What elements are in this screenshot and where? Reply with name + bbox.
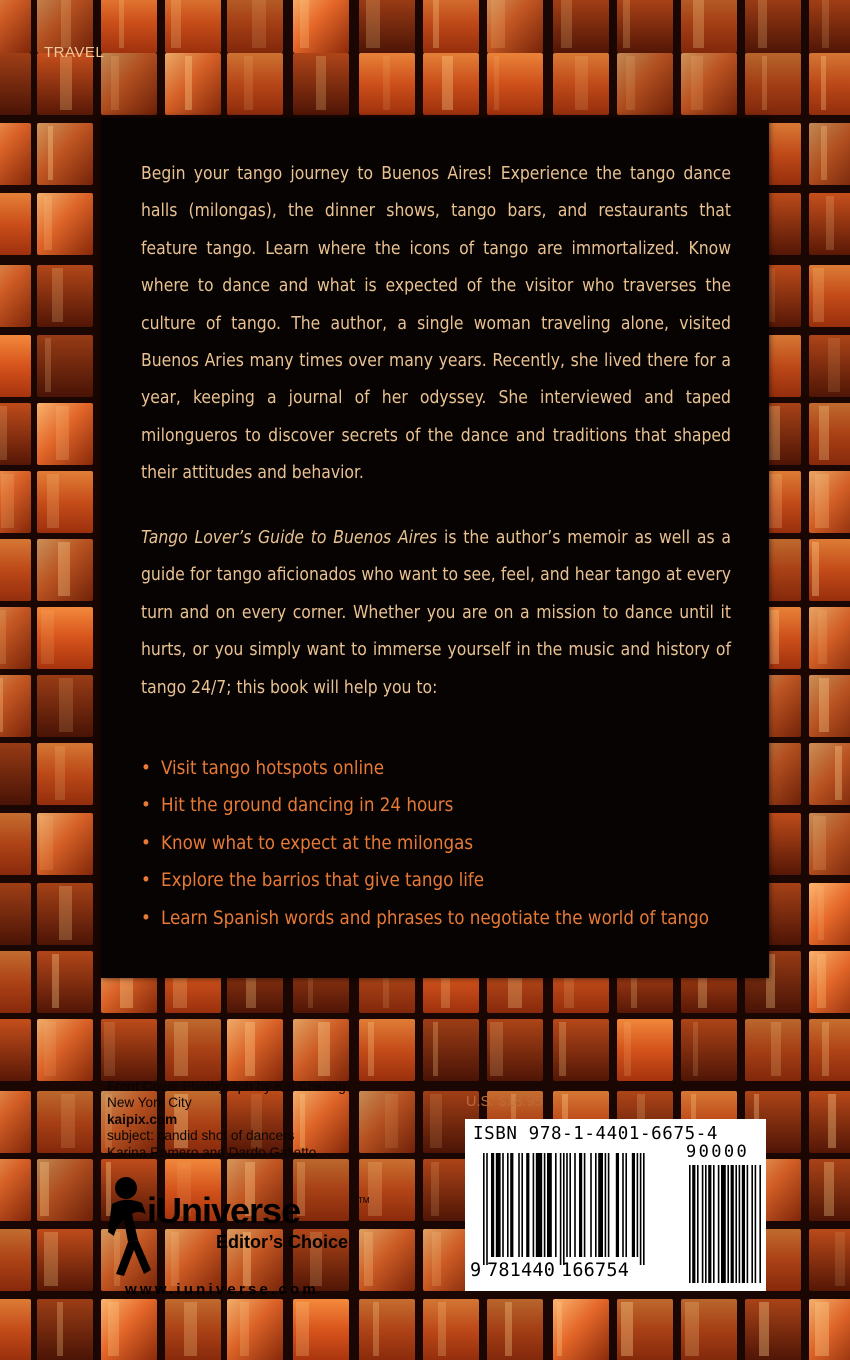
bullet-icon: • [141,832,151,854]
description-paragraph-1: Begin your tango journey to Buenos Aires! Experience the tango dance halls (milongas), the dinner shows, tango bars, and restaurants that feature tango. Learn where the icons of tango are immortalized. Know where to dance and what is expected of the visitor who traverses the culture of tango. The author, a single woman traveling alone, visited Buenos Aries many times over many years. Recently, she lived there for a year, keeping a journal of her odyssey. She interviewed and taped milongueros to discover secrets of the dance and traditions that shaped their attitudes and behavior. [141,164,731,484]
description-panel [101,118,769,978]
photo-credits [107,1079,346,1161]
description-paragraph-2-rest: is the author’s memoir as well as a guide for tango aficionados who want to see, feel, and hear tango at every turn and on every corner. Whether you are on a mission to dance until it hurts, or you simply want to immerse yourself in the music and history of tango 24/7; this book will help you to: [141,528,731,698]
description-paragraph-2 [141,520,731,707]
list-item: • Know what to expect at the milongas [141,825,709,862]
list-item: • Visit tango hotspots online [141,750,709,787]
bullet-icon: • [141,795,151,817]
credit-line: Karina Romero and Dardo Galletto [107,1144,317,1160]
bullet-icon: • [141,870,151,892]
bullet-icon: • [141,907,151,929]
isbn-number: ISBN 978-1-4401-6675-4 [473,1124,718,1144]
credit-line: Front Cover Photograph by Kai Cheung [107,1079,346,1094]
book-title-italic: Tango Lover’s Guide to Buenos Aires [141,528,438,548]
credit-line: New York City [107,1095,192,1111]
trademark-symbol: TM [358,1196,370,1205]
credit-website: kaipix.com [107,1111,178,1127]
category-label: TRAVEL [44,44,105,61]
publisher-wordmark: iUniverse [147,1190,301,1231]
ean-first-digit: 9 [470,1260,482,1281]
benefits-list [141,750,709,937]
list-item: • Learn Spanish words and phrases to negotiate the world of tango [141,900,709,937]
list-item: • Explore the barrios that give tango life [141,862,709,899]
credit-line: subject: candid shot of dancers [107,1128,295,1144]
publisher-tagline: Editor’s Choice [216,1232,349,1252]
ean-left-digits: 781440 [487,1260,556,1281]
bullet-icon: • [141,758,151,779]
price-label: U.S. $18.95 [466,1094,543,1110]
price-code: 90000 [686,1142,750,1162]
list-item: • Hit the ground dancing in 24 hours [141,787,709,824]
publisher-logo [104,1170,394,1280]
isbn-barcode [465,1119,766,1291]
ean-right-digits: 166754 [561,1260,630,1281]
publisher-website: www.iuniverse.com [125,1281,319,1298]
